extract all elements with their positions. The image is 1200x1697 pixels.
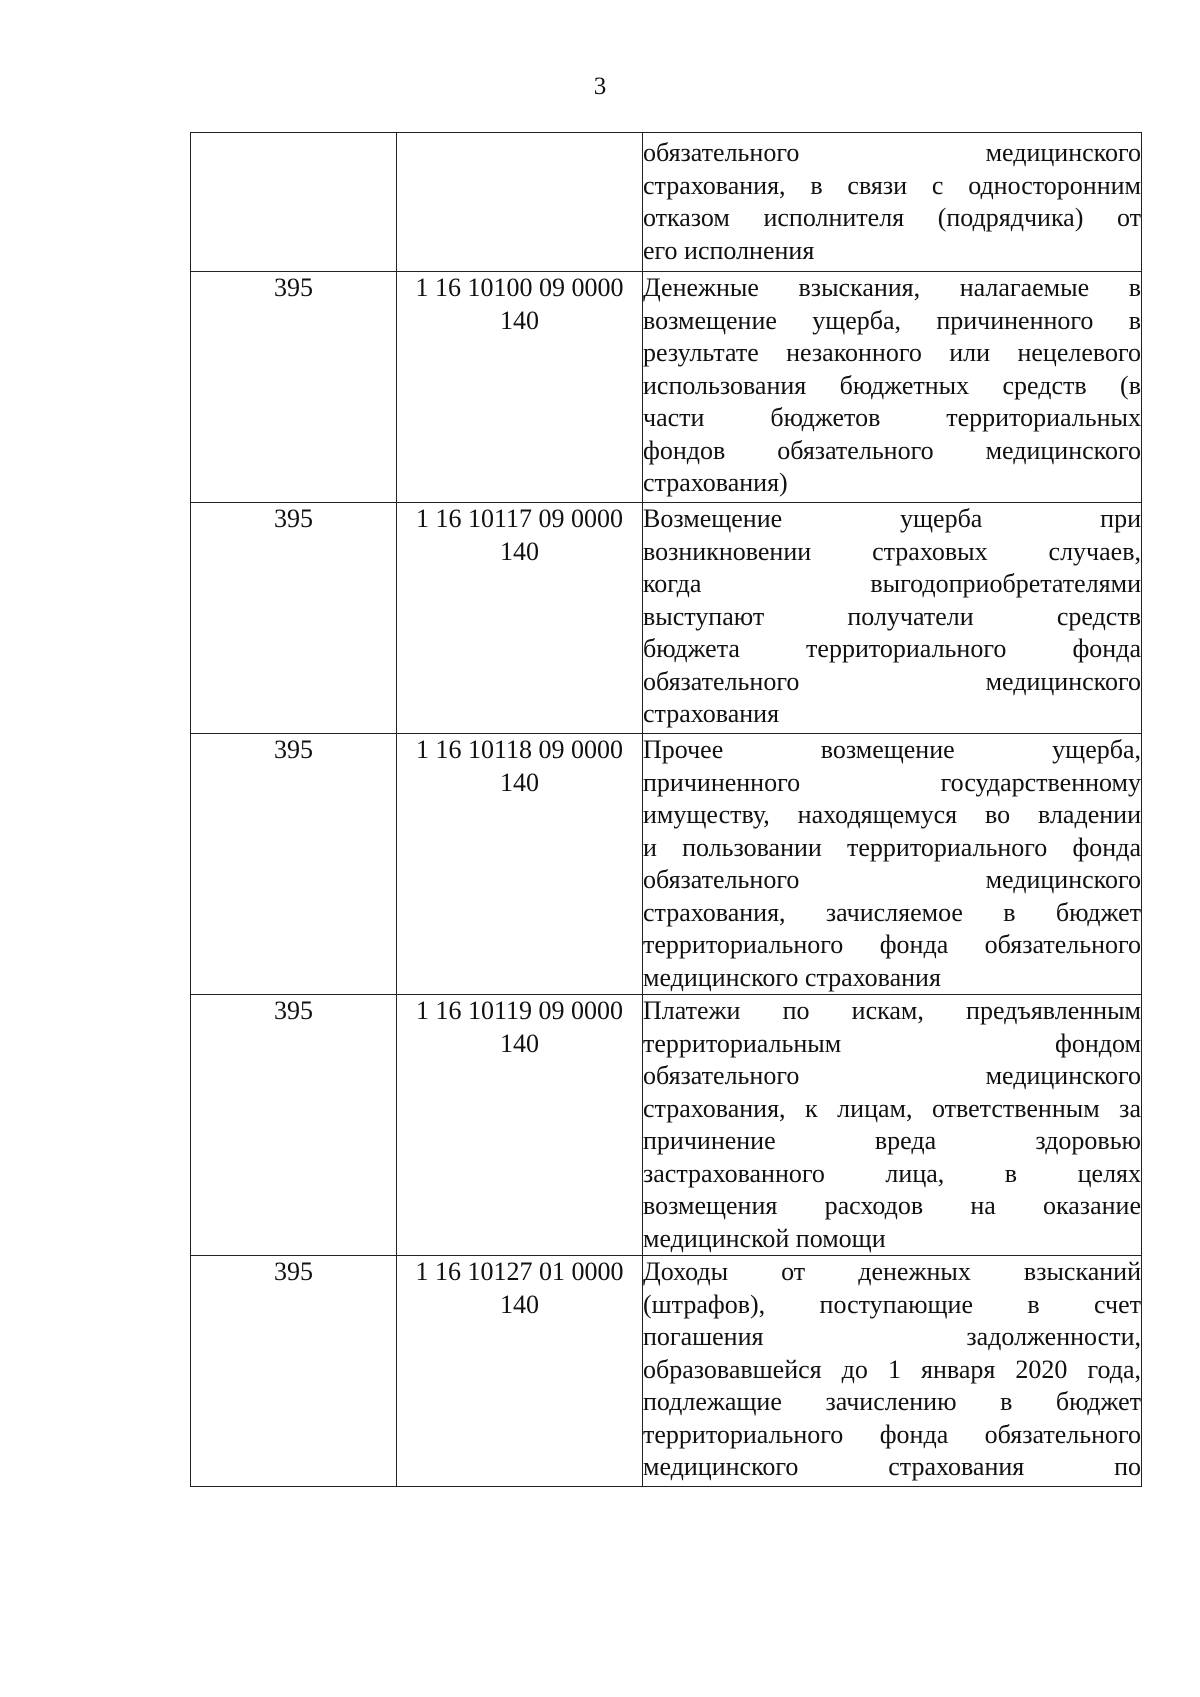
income-name-cell (643, 272, 1142, 503)
budget-code-line: 1 16 10119 09 0000 (415, 996, 624, 1025)
budget-code-cell (397, 734, 643, 995)
income-name-line: обязательного медицинского (643, 1061, 1141, 1090)
budget-code-line: 1 16 10117 09 0000 (415, 504, 624, 533)
income-name-line: погашения задолженности, (643, 1322, 1141, 1351)
income-name-line: страхования, зачисляемое в бюджет (643, 897, 1141, 927)
income-name-line: Денежные взыскания, налагаемые в (643, 273, 1141, 302)
table-row (191, 272, 1142, 503)
income-name-line: причинение вреда здоровью (643, 1126, 1141, 1155)
table-row (191, 133, 1142, 272)
budget-code-line: 140 (500, 536, 539, 566)
page-number: 3 (593, 73, 607, 100)
income-name-line: результате незаконного или нецелевого (643, 338, 1141, 367)
income-name-line: страхования) (643, 468, 788, 497)
income-name-line: медицинской помощи (643, 1223, 886, 1253)
budget-code-line: 1 16 10118 09 0000 (415, 735, 624, 764)
table-row (191, 995, 1142, 1256)
income-name-line: использования бюджетных средств (в (643, 370, 1141, 400)
income-name-line: территориальным фондом (643, 1028, 1141, 1058)
admin-code-cell: 395 (191, 272, 397, 503)
admin-code-cell (191, 133, 397, 272)
income-name-line: возникновении страховых случаев, (643, 536, 1141, 566)
income-name-line: обязательного медицинского (643, 138, 1141, 167)
income-name-line: обязательного медицинского (643, 666, 1141, 696)
income-name-line: и пользовании территориального фонда (643, 832, 1141, 862)
income-name-line: Возмещение ущерба при (643, 504, 1141, 533)
income-name-line: застрахованного лица, в целях (643, 1158, 1141, 1188)
budget-code-line: 1 16 10127 01 0000 (415, 1257, 624, 1286)
admin-code-cell: 395 (191, 503, 397, 734)
income-name-line: причиненного государственному (643, 767, 1141, 797)
budget-code-cell (397, 133, 643, 272)
income-name-cell (643, 1256, 1142, 1487)
income-name-line: страхования (643, 699, 780, 728)
table-row (191, 1256, 1142, 1487)
table-body (191, 133, 1142, 1487)
admin-code-cell: 395 (191, 734, 397, 995)
income-name-line: когда выгодоприобретателями (643, 569, 1141, 598)
income-name-cell (643, 503, 1142, 734)
budget-classification-table (190, 132, 1142, 1487)
income-name-line: территориального фонда обязательного (643, 930, 1141, 959)
income-name-line: его исполнения (643, 235, 815, 265)
income-name-line: обязательного медицинского (643, 865, 1141, 894)
income-name-line: имуществу, находящемуся во владении (643, 800, 1141, 829)
income-name-line: Прочее возмещение ущерба, (643, 735, 1141, 764)
income-name-line: отказом исполнителя (подрядчика) от (643, 203, 1141, 232)
income-name-line: бюджета территориального фонда (643, 634, 1141, 663)
budget-code-cell (397, 1256, 643, 1487)
income-name-line: образовавшейся до 1 января 2020 года, (643, 1354, 1141, 1384)
budget-code-line: 140 (500, 1289, 539, 1319)
income-name-cell (643, 734, 1142, 995)
income-name-line: Платежи по искам, предъявленным (643, 996, 1141, 1025)
income-name-line: фондов обязательного медицинского (643, 435, 1141, 465)
income-name-line: территориального фонда обязательного (643, 1419, 1141, 1449)
income-name-line: Доходы от денежных взысканий (643, 1257, 1141, 1286)
income-name-cell (643, 995, 1142, 1256)
income-name-cell (643, 133, 1142, 272)
income-name-line: подлежащие зачислению в бюджет (643, 1387, 1141, 1416)
table-row (191, 503, 1142, 734)
income-name-line: выступают получатели средств (643, 601, 1141, 631)
budget-code-cell (397, 995, 643, 1256)
budget-code-cell (397, 272, 643, 503)
income-name-line: возмещения расходов на оказание (643, 1191, 1141, 1220)
budget-code-line: 140 (500, 767, 539, 797)
income-name-line: страхования, в связи с односторонним (643, 170, 1141, 200)
budget-code-line: 140 (500, 1028, 539, 1058)
income-name-line: (штрафов), поступающие в счет (643, 1289, 1141, 1319)
budget-code-line: 1 16 10100 09 0000 (415, 273, 624, 302)
budget-code-line: 140 (500, 305, 539, 335)
budget-code-cell (397, 503, 643, 734)
admin-code-cell: 395 (191, 995, 397, 1256)
table-row (191, 734, 1142, 995)
admin-code-cell: 395 (191, 1256, 397, 1487)
income-name-line: медицинского страхования (643, 962, 941, 992)
income-name-line: медицинского страхования по (643, 1452, 1141, 1481)
income-name-line: части бюджетов территориальных (643, 403, 1141, 432)
income-name-line: возмещение ущерба, причиненного в (643, 305, 1141, 335)
income-name-line: страхования, к лицам, ответственным за (643, 1093, 1141, 1123)
